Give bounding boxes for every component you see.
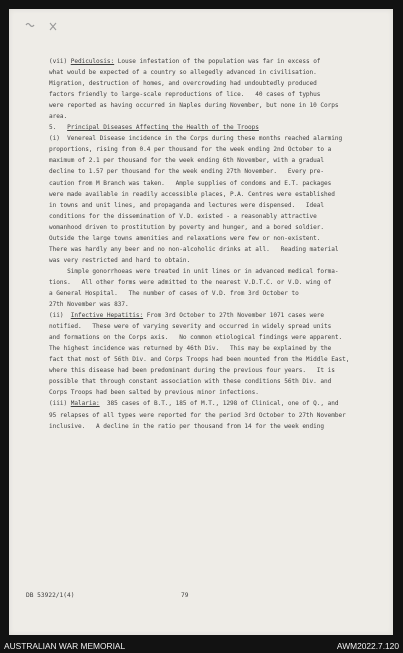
- document-line: [49, 78, 385, 89]
- line-text: (ii): [49, 312, 71, 320]
- document-line: [49, 332, 385, 343]
- line-text: notified. These were of varying severity and occurred in widely spread units: [49, 323, 332, 331]
- line-text: Outside the large towns amenities and relaxations were few or non-existent.: [49, 234, 321, 242]
- document-line: [49, 310, 385, 321]
- document-line: [49, 211, 385, 222]
- page-number: 79: [181, 592, 189, 599]
- document-line: [49, 200, 385, 211]
- document-line: [49, 144, 385, 155]
- document-page: [9, 9, 393, 635]
- underlined-heading: Principal Diseases Affecting the Health of the Troops: [67, 124, 259, 132]
- document-body: [49, 56, 385, 432]
- document-line: [49, 354, 385, 365]
- archive-footer: [0, 640, 403, 653]
- line-text: proportions, rising from 0.4 per thousand for the week ending 2nd October to a: [49, 146, 332, 154]
- document-line: [49, 122, 385, 133]
- line-text: possible that through constant association with these conditions 56th Div. and: [49, 378, 332, 386]
- line-text: fact that most of 56th Div. and Corps Troops had been mounted from the Middle East,: [49, 356, 350, 364]
- document-line: [49, 288, 385, 299]
- line-text: caution from M Branch was taken. Ample supplies of condoms and E.T. packages: [49, 179, 332, 187]
- document-reference: DB 53922/1(4): [26, 592, 75, 599]
- line-text: Migration, destruction of homes, and overcrowding had undoubtedly produced: [49, 80, 317, 88]
- document-line: [49, 67, 385, 78]
- line-text: factors friendly to large-scale reproductions of lice. 40 cases of typhus: [49, 91, 321, 99]
- line-text: conditions for the dissemination of V.D. existed - a reasonably attractive: [49, 212, 317, 220]
- line-text: was very restricted and hard to obtain.: [49, 256, 191, 264]
- document-line: [49, 266, 385, 277]
- line-text: tions. All other forms were admitted to the nearest V.D.T.C. or V.D. wing of: [49, 278, 332, 286]
- document-line: [49, 178, 385, 189]
- document-line: [49, 255, 385, 266]
- document-line: [49, 89, 385, 100]
- document-line: [49, 111, 385, 122]
- document-line: [49, 299, 385, 310]
- line-text: From 3rd October to 27th November 1071 cases were: [143, 312, 325, 320]
- line-text: (vii): [49, 58, 71, 65]
- document-line: [49, 233, 385, 244]
- line-text: Corps Troops had been salted by previous minor infections.: [49, 389, 259, 397]
- corner-ink-marks: [23, 19, 67, 33]
- line-text: Louse infestation of the population was far in excess of: [114, 58, 321, 65]
- document-line: [49, 133, 385, 144]
- document-line: [49, 100, 385, 111]
- document-line: [49, 410, 385, 421]
- underlined-heading: Infective Hepatitis:: [70, 312, 144, 320]
- line-text: Simple gonorrhoeas were treated in unit lines or in advanced medical forma-: [49, 267, 339, 275]
- document-line: [49, 244, 385, 255]
- document-line: [49, 343, 385, 354]
- line-text: were made available in readily accessible places, P.A. Centres were established: [49, 190, 335, 198]
- line-text: a General Hospital. The number of cases of V.D. from 3rd October to: [49, 289, 299, 297]
- document-line: [49, 387, 385, 398]
- document-line: [49, 421, 385, 432]
- line-text: inclusive. A decline in the ratio per thousand from 14 for the week ending: [49, 422, 325, 430]
- document-line: [49, 189, 385, 200]
- underlined-heading: Malaria:: [70, 400, 100, 408]
- line-text: area.: [49, 113, 68, 121]
- document-line: [49, 398, 385, 409]
- line-text: were reported as having occurred in Naples during November, but none in 10 Corps: [49, 102, 339, 110]
- line-text: what would be expected of a country so allegedly advanced in civilisation.: [49, 69, 317, 77]
- line-text: The highest incidence was returned by 46th Div. This may be explained by the: [49, 345, 332, 353]
- line-text: There was hardly any beer and no non-alcoholic drinks at all. Reading material: [49, 245, 339, 253]
- line-text: (i) Venereal Disease incidence in the Corps during these months reached alarming: [49, 135, 343, 143]
- document-line: [49, 365, 385, 376]
- document-line: [49, 155, 385, 166]
- line-text: 385 cases of B.T., 185 of M.T., 1298 of Clinical, one of Q., and: [99, 400, 339, 408]
- document-line: [49, 277, 385, 288]
- line-text: decline to 1.57 per thousand for the week ending 27th November. Every pre-: [49, 168, 325, 176]
- document-line: [49, 222, 385, 233]
- document-line: [49, 56, 385, 67]
- line-text: 27th November was 837.: [49, 301, 129, 309]
- line-text: womanhood driven to prostitution by poverty and hunger, and a bored soldier.: [49, 223, 325, 231]
- footer-institution: AUSTRALIAN WAR MEMORIAL: [4, 641, 126, 651]
- document-line: [49, 321, 385, 332]
- line-text: where this disease had been predominant during the previous four years. It is: [49, 367, 335, 375]
- line-text: 95 relapses of all types were reported for the period 3rd October to 27th November: [49, 411, 346, 419]
- line-text: in towns and unit lines, and propaganda and lectures were dispensed. Ideal: [49, 201, 325, 209]
- line-text: maximum of 2.1 per thousand for the week ending 6th November, with a gradual: [49, 157, 325, 165]
- line-text: and formations on the Corps axis. No common etiological findings were apparent.: [49, 334, 343, 342]
- line-text: (iii): [49, 400, 71, 408]
- document-line: [49, 376, 385, 387]
- underlined-heading: Pediculosis:: [70, 58, 115, 65]
- line-text: 5.: [49, 124, 68, 132]
- footer-accession-number: AWM2022.7.120: [336, 641, 399, 651]
- document-line: [49, 166, 385, 177]
